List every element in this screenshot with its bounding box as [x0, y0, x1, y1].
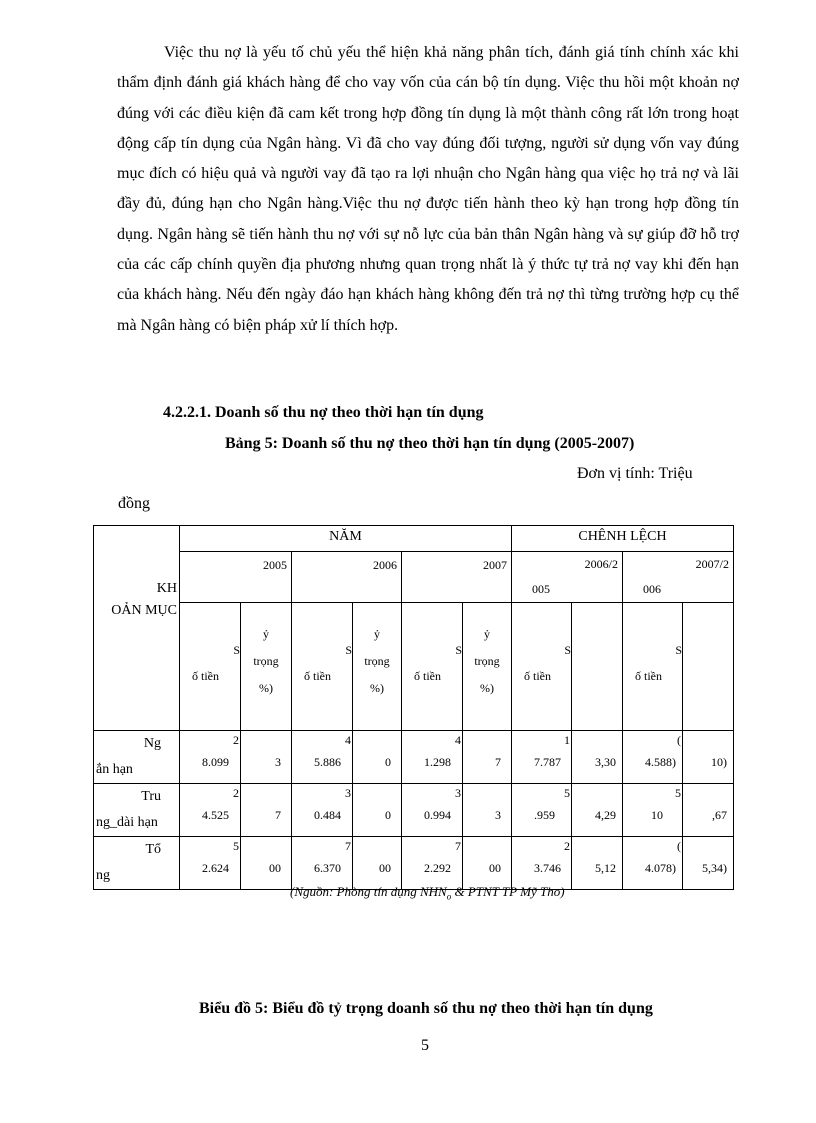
cell-ratio: 00	[463, 837, 512, 890]
header-chenh-lech: CHÊNH LỆCH	[512, 526, 734, 552]
cell-ratio: 00	[353, 837, 402, 890]
body-paragraph	[117, 38, 739, 341]
cell-diff-ratio: 5,34)	[683, 837, 734, 890]
cell-ratio: 7	[463, 731, 512, 784]
header-2006-2005: 2006/2 005	[512, 552, 623, 603]
cell-ratio: 0	[353, 731, 402, 784]
header-2007-2006: 2007/2 006	[623, 552, 734, 603]
paragraph-text: Việc thu nợ là yếu tố chủ yếu thể hiện khả năng phân tích, đánh giá tính chính xác khi thẩm định đánh giá khách hàng để cho vay vốn của cán bộ tín dụng. Việc thu hồi một khoản nợ đúng với các điều kiện đã cam kết trong hợp đồng tín dụng là một thành công rất lớn trong hoạt động cấp tín dụng của Ngân hàng. Vì đã cho vay đúng đối tượng, người sử dụng vốn vay đúng mục đích có hiệu quả và người vay đã tạo ra lợi nhuận cho Ngân hàng qua việc họ trả nợ và lãi đầy đủ, đúng hạn cho Ngân hàng.Việc thu nợ được tiến hành theo kỳ hạn trong hợp đồng tín dụng. Ngân hàng sẽ tiến hành thu nợ với sự nỗ lực của bản thân Ngân hàng và sự giúp đỡ hỗ trợ của các cấp chính quyền địa phương nhưng quan trọng nhất là ý thức tự trả nợ vay khi đến hạn của khách hàng. Nếu đến ngày đáo hạn khách hàng không đến trả nợ thì từng trường hợp cụ thể mà Ngân hàng có biện pháp xử lí thích hợp.	[117, 44, 739, 334]
unit-label-cont: đồng	[118, 495, 150, 512]
header-nam: NĂM	[180, 526, 512, 552]
subheader-so-tien: S ố tiền	[512, 603, 572, 731]
header-2006: 2006	[292, 552, 402, 603]
cell-amount: 2 4.525	[180, 784, 241, 837]
cell-diff-ratio: 5,12	[572, 837, 623, 890]
table-row	[94, 731, 734, 784]
subheader-so-tien: S ố tiền	[292, 603, 353, 731]
unit-label: Đơn vị tính: Triệu	[577, 465, 693, 482]
table-row	[94, 784, 734, 837]
cell-diff: 5 .959	[512, 784, 572, 837]
page-number: 5	[421, 1037, 429, 1054]
cell-amount: 3 0.484	[292, 784, 353, 837]
subheader-ty-trong: ỷ trọng %)	[241, 603, 292, 731]
cell-diff: 5 10	[623, 784, 683, 837]
subheader-empty	[683, 603, 734, 731]
subheader-so-tien: S ố tiền	[623, 603, 683, 731]
cell-amount: 7 2.292	[402, 837, 463, 890]
row-label: Tổ ng	[94, 837, 180, 890]
cell-amount: 4 1.298	[402, 731, 463, 784]
table-source: (Nguồn: Phòng tín dụng $NHN_o$ & PTNT TP Mỹ Tho)	[290, 884, 565, 902]
cell-diff: 1 7.787	[512, 731, 572, 784]
cell-amount: 4 5.886	[292, 731, 353, 784]
cell-amount: 2 8.099	[180, 731, 241, 784]
cell-ratio: 00	[241, 837, 292, 890]
section-heading: 4.2.2.1. Doanh số thu nợ theo thời hạn tín dụng	[163, 404, 484, 421]
subheader-empty	[572, 603, 623, 731]
cell-ratio: 3	[463, 784, 512, 837]
subheader-ty-trong: ỷ trọng %)	[353, 603, 402, 731]
subheader-ty-trong: ỷ trọng %)	[463, 603, 512, 731]
header-2005: 2005	[180, 552, 292, 603]
chart-title: Biểu đồ 5: Biểu đồ tỷ trọng doanh số thu nợ theo thời hạn tín dụng	[199, 1000, 653, 1017]
cell-diff: ( 4.078)	[623, 837, 683, 890]
table-title: Bảng 5: Doanh số thu nợ theo thời hạn tín dụng (2005-2007)	[225, 435, 635, 452]
cell-diff: 2 3.746	[512, 837, 572, 890]
cell-diff-ratio: 3,30	[572, 731, 623, 784]
table-row	[94, 837, 734, 890]
cell-amount: 5 2.624	[180, 837, 241, 890]
row-label: Tru ng_dài hạn	[94, 784, 180, 837]
header-khoan-muc: KH OẢN MỤC	[94, 526, 180, 731]
row-label: Ng ắn hạn	[94, 731, 180, 784]
subheader-so-tien: S ố tiền	[402, 603, 463, 731]
cell-diff-ratio: ,67	[683, 784, 734, 837]
header-2007: 2007	[402, 552, 512, 603]
cell-amount: 3 0.994	[402, 784, 463, 837]
cell-diff-ratio: 4,29	[572, 784, 623, 837]
cell-diff: ( 4.588)	[623, 731, 683, 784]
cell-amount: 7 6.370	[292, 837, 353, 890]
collection-table	[93, 525, 734, 890]
subheader-so-tien: S ố tiền	[180, 603, 241, 731]
cell-diff-ratio: 10)	[683, 731, 734, 784]
cell-ratio: 0	[353, 784, 402, 837]
cell-ratio: 3	[241, 731, 292, 784]
cell-ratio: 7	[241, 784, 292, 837]
